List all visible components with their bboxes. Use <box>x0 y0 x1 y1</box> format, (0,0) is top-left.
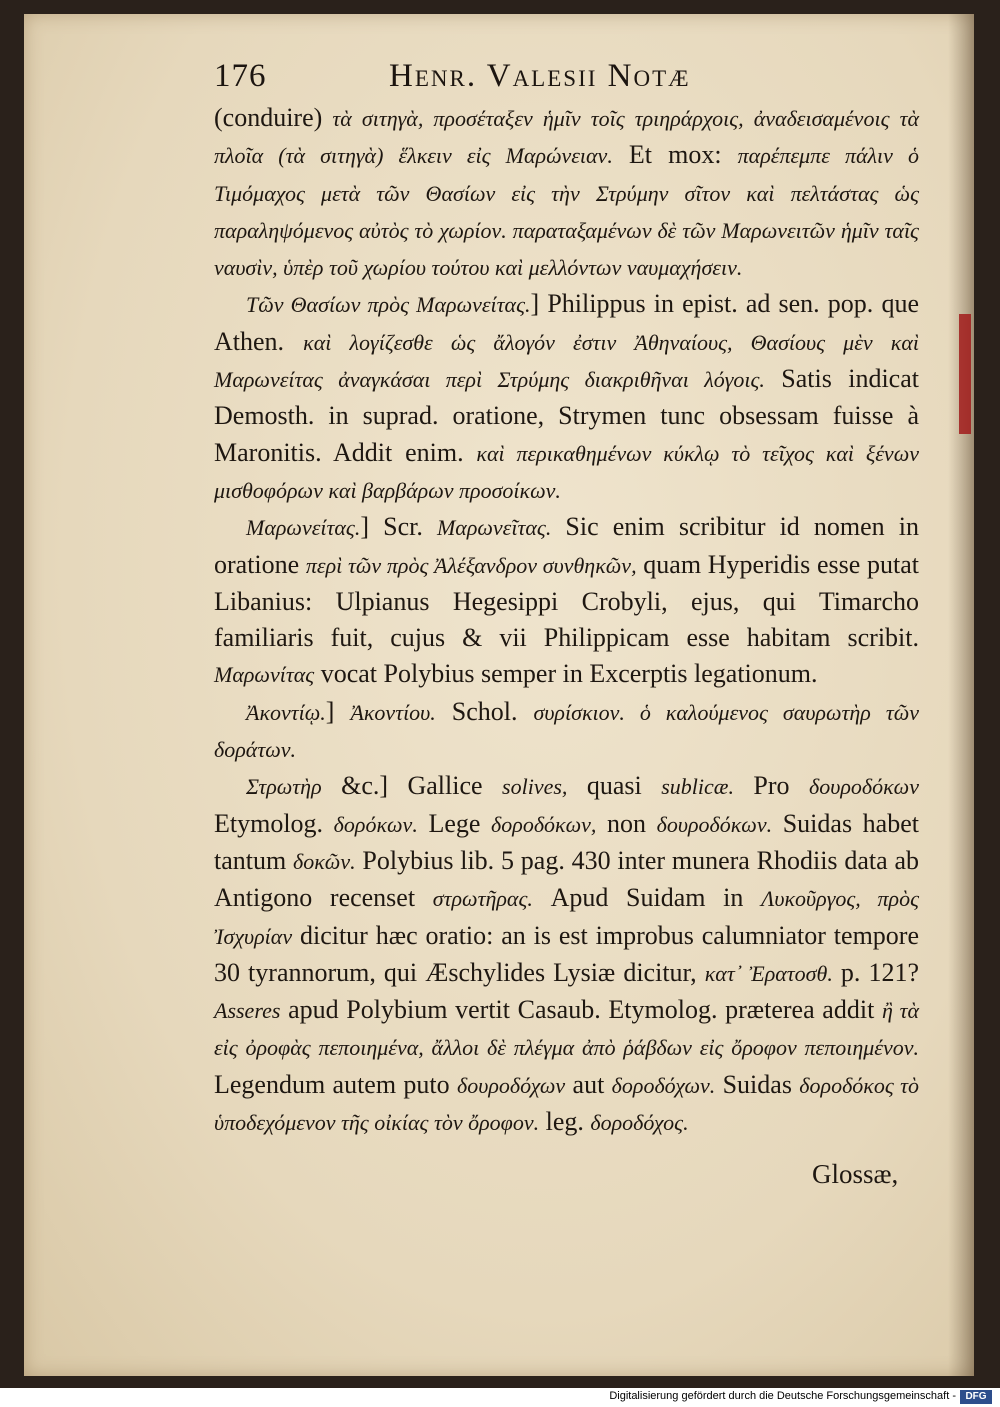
latin-run: Legendum autem puto <box>214 1069 457 1099</box>
greek-or-italic-run: solives, <box>502 774 568 800</box>
greek-or-italic-run: Μαρωνίτας <box>214 662 315 688</box>
greek-or-italic-run: δοροδόχος. <box>590 1110 689 1136</box>
latin-run: Suidas habet tantum <box>214 808 919 875</box>
running-title: Henr. Valesii Notæ <box>389 58 691 94</box>
greek-or-italic-run: καὶ περικαθημένων κύκλῳ τὸ τεῖχος καὶ ξένων μισθοφόρων καὶ βαρβάρων προσοίκων. <box>214 440 919 503</box>
latin-run: Satis indicat Demosth. in suprad. oratione, Strymen tunc obsessam fuisse à Maronitis. Addit enim. <box>214 364 919 467</box>
greek-or-italic-run: δουροδόκων. <box>656 811 773 837</box>
digitization-footer <box>0 1388 1000 1407</box>
greek-or-italic-run: Asseres <box>214 998 281 1024</box>
paragraph <box>214 694 919 769</box>
greek-or-italic-run: Τῶν Θασίων πρὸς Μαρωνείτας. <box>246 292 531 318</box>
latin-run: non <box>596 808 657 838</box>
greek-or-italic-run: τὰ σιτηγὰ, προσέταξεν ἡμῖν τοῖς τριηράρχοις, ἀναδεισαμένοις τὰ πλοῖα (τὰ σιτηγὰ) ἕλκειν εἰς Μαρώνειαν. <box>214 106 919 169</box>
paragraph <box>214 100 919 286</box>
dfg-logo: DFG <box>960 1390 992 1404</box>
greek-or-italic-run: περὶ τῶν πρὸς Ἀλέξανδρον συνθηκῶν, <box>305 552 637 578</box>
latin-run: Schol. <box>435 696 534 726</box>
latin-run: Polybius lib. 5 pag. 430 inter munera Rhodiis data ab Antigono recenset <box>214 845 919 913</box>
greek-or-italic-run: δοκῶν. <box>293 848 356 874</box>
page-header <box>214 58 774 102</box>
latin-run: quam Hyperidis esse putat Libanius: Ulpianus Hegesippi Crobyli, ejus, qui Timarcho familiaris fuit, cujus & vii Philippicam esse habitam scribit. <box>214 549 920 653</box>
latin-run: leg. <box>539 1107 591 1137</box>
greek-or-italic-run: παρέπεμπε πάλιν ὁ Τιμόμαχος μετὰ τῶν Θασίων εἰς τὴν Στρύμην σῖτον καὶ πελτάστας ὡς παραληψόμενος αὐτὸς τὸ χωρίον. παραταξαμένων δὲ τῶν Μαρωνειτῶν ἡμῖν ταῖς ναυσὶν, ὑπὲρ τοῦ χωρίου τούτου καὶ μελλόντων ναυμαχήσειν. <box>214 143 920 281</box>
latin-run: Apud Suidam in <box>532 883 762 913</box>
greek-or-italic-run: δουροδόκων <box>809 774 919 800</box>
latin-run: dicitur hæc oratio: an is est improbus calumniator tempore 30 tyrannorum, qui Æschylides Lysiæ dicitur, <box>214 920 919 987</box>
paragraph <box>214 286 919 509</box>
paragraph <box>214 509 919 693</box>
latin-run: Pro <box>733 771 810 801</box>
latin-run: ] Philippus in epist. ad sen. pop. que Athen. <box>214 289 919 356</box>
greek-or-italic-run: δοροδόχων. <box>611 1072 716 1098</box>
bookmark-ribbon <box>959 314 971 434</box>
greek-or-italic-run: Μαρωνείτας. <box>246 515 361 541</box>
latin-run: Lege <box>417 808 492 838</box>
latin-run: Sic enim scribitur id nomen in oratione <box>214 512 919 579</box>
greek-or-italic-run: δοροδόκων, <box>491 811 597 837</box>
greek-or-italic-run: ἢ τὰ εἰς ὀροφὰς πεποιημένα, ἄλλοι δὲ πλέγμα ἀπὸ ῥάβδων εἰς ὄροφον πεποιημένον. <box>214 998 920 1061</box>
greek-or-italic-run: Ἀκοντίῳ. <box>246 699 326 725</box>
latin-run: quasi <box>567 771 662 801</box>
latin-run: p. 121? <box>832 957 919 987</box>
latin-run: Suidas <box>715 1069 800 1099</box>
latin-run: aut <box>565 1069 612 1099</box>
page-gutter-shadow <box>948 14 974 1376</box>
greek-or-italic-run: Μαρωνεῖτας. <box>436 515 552 541</box>
latin-run: apud Polybium vertit Casaub. Etymolog. præterea addit <box>280 995 882 1025</box>
latin-run: &c.] Gallice <box>321 771 503 801</box>
funding-credit: Digitalisierung gefördert durch die Deutsche Forschungsgemeinschaft - <box>609 1390 956 1402</box>
body-text <box>214 100 919 1141</box>
catchword: Glossæ, <box>812 1159 899 1189</box>
paragraph <box>214 768 919 1141</box>
greek-or-italic-run: δουροδόχων <box>457 1072 566 1098</box>
greek-or-italic-run: sublicæ. <box>661 774 734 800</box>
greek-or-italic-run: στρωτῆρας. <box>432 886 533 912</box>
page-number: 176 <box>214 58 267 94</box>
latin-run: Et mox: <box>612 140 738 170</box>
greek-or-italic-run: κατ᾽ Ἐρατοσθ. <box>704 960 833 986</box>
latin-run: ] Scr. <box>360 512 437 542</box>
greek-or-italic-run: καὶ λογίζεσθε ὡς ἄλογόν ἐστιν Ἀθηναίους, Θασίους μὲν καὶ Μαρωνείτας ἀναγκάσαι περὶ Στρύμης διακριθῆναι λόγοις. <box>214 329 919 393</box>
greek-or-italic-run: Ἀκοντίου. <box>350 699 436 725</box>
latin-run: vocat Polybius semper in Excerptis legationum. <box>314 659 818 689</box>
greek-or-italic-run: δορόκων. <box>333 811 418 837</box>
greek-or-italic-run: συρίσκιον. ὁ καλούμενος σαυρωτὴρ τῶν δοράτων. <box>214 699 919 763</box>
greek-or-italic-run: Λυκοῦργος, πρὸς Ἰσχυρίαν <box>214 886 920 949</box>
greek-or-italic-run: Στρωτὴρ <box>246 774 322 800</box>
greek-or-italic-run: δοροδόκος τὸ ὑποδεχόμενον τῆς οἰκίας τὸν ὄροφον. <box>214 1072 920 1136</box>
latin-run: ] <box>325 696 351 726</box>
latin-run: Etymolog. <box>214 808 334 838</box>
latin-run: (conduire) <box>214 103 323 132</box>
